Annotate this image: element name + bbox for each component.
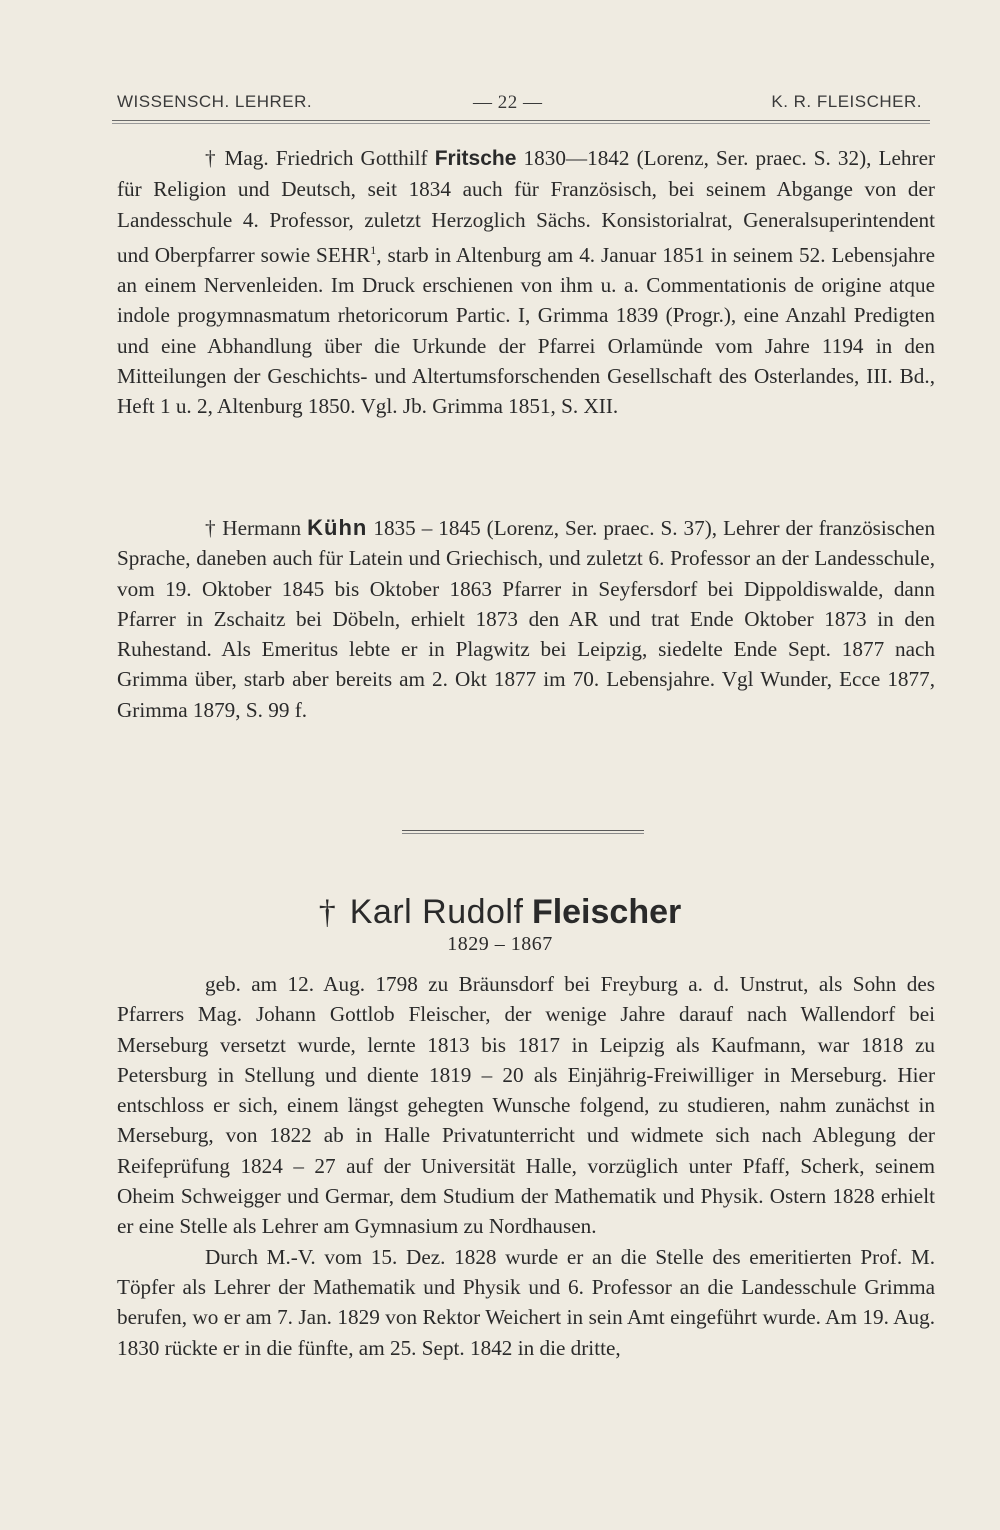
entry-fritsche <box>117 143 935 422</box>
dagger-symbol: † <box>318 894 336 931</box>
entry-fritsche-pre: Mag. Friedrich Gotthilf <box>224 146 428 170</box>
section-separator-rule <box>402 830 644 834</box>
biography-heading <box>0 893 1000 932</box>
entry-kuehn-name: Kühn <box>307 515 368 540</box>
entry-fritsche-text-a: 1830—1842 (Lorenz, Ser. praec. S. 32), Lehrer für Religion und Deutsch, seit 1834 auch für Französisch, bei seinem Abgange von der Landesschule 4. Professor, zuletzt Herzoglich Sächs. Konsistorialrat, Generalsuperintendent und Oberpfarrer sowie SEHR <box>117 146 936 267</box>
footnote-marker: 1 <box>370 242 377 257</box>
biography-years: 1829 – 1867 <box>447 933 553 955</box>
entry-fritsche-name: Fritsche <box>434 147 517 170</box>
entry-kuehn-pre: Hermann <box>222 516 302 540</box>
biography-paragraph-2: Durch M.-V. vom 15. Dez. 1828 wurde er an die Stelle des emeritierten Prof. M. Töpfer als Lehrer der Mathematik und Physik und 6. Professor an die Landesschule Grimma berufen, wo er am 7. Jan. 1829 von Rektor Weichert in sein Amt eingeführt wurde. Am 19. Aug. 1830 rückte er in die fünfte, am 25. Sept. 1842 in die dritte, <box>117 1244 935 1360</box>
biography-paragraph-1: geb. am 12. Aug. 1798 zu Bräunsdorf bei Freyburg a. d. Unstrut, als Sohn des Pfarrers Mag. Johann Gottlob Fleischer, der wenige Jahre darauf nach Wallendorf bei Merseburg versetzt wurde, lernte 1813 bis 1817 in Leipzig als Kaufmann, war 1818 zu Petersburg in Stellung und diente 1819 – 20 als Einjährig-Freiwilliger in Merseburg. Hier entschloss er sich, einem längst gehegten Wunsche folgend, zu studieren, nahm zunächst in Merseburg, von 1822 ab in Halle Privatunterricht und widmete sich nach Ablegung der Reifeprüfung 1824 – 27 auf der Universität Halle, vorzüglich unter Pfaff, Scherk, seinem Oheim Schweigger und Germar, dem Studium der Mathematik und Physik. Ostern 1828 erhielt er eine Stelle als Lehrer am Gymnasium zu Nordhausen. <box>117 972 935 1239</box>
header-section-title: WISSENSCH. LEHRER. <box>117 92 313 111</box>
biography-body <box>117 969 935 1363</box>
header-person-name: K. R. FLEISCHER. <box>771 92 922 111</box>
entry-kuehn <box>117 513 935 725</box>
entry-kuehn-paragraph <box>117 513 935 725</box>
heading-given-names: Karl Rudolf <box>349 893 524 931</box>
dagger-symbol: † <box>205 516 217 540</box>
header-double-rule <box>112 120 930 124</box>
entry-fritsche-paragraph <box>117 143 935 422</box>
heading-surname: Fleischer <box>531 893 682 931</box>
page-number: — 22 — <box>473 92 543 113</box>
entry-fritsche-text-b: , starb in Altenburg am 4. Januar 1851 in seinem 52. Lebensjahre an einem Nervenleiden. Im Druck erschienen von ihm u. a. Commentationis de origine atque indole progymnasmatum rhetoricorum Partic. I, Grimma 1839 (Progr.), eine Anzahl Predigten und eine Abhandlung über die Urkunde der Pfarrei Orlamünde vom Jahre 1194 in den Mitteilungen der Geschichts- und Altertumsforschenden Gesellschaft des Osterlandes, III. Bd., Heft 1 u. 2, Altenburg 1850. Vgl. Jb. Grimma 1851, S. XII. <box>117 242 935 419</box>
dagger-symbol: † <box>205 146 218 170</box>
entry-kuehn-text: 1835 – 1845 (Lorenz, Ser. praec. S. 37), Lehrer der französischen Sprache, daneben auch für Latein und Griechisch, und zuletzt 6. Professor an der Landesschule, vom 19. Oktober 1845 bis Oktober 1863 Pfarrer in Seyfersdorf bei Dippoldiswalde, dann Pfarrer in Zschaitz bei Döbeln, erhielt 1873 den AR und trat Ende Oktober 1873 in den Ruhestand. Als Emeritus lebte er in Plagwitz bei Leipzig, siedelte Ende Sept. 1877 nach Grimma über, starb aber bereits am 2. Okt 1877 im 70. Lebensjahre. Vgl Wunder, Ecce 1877, Grimma 1879, S. 99 f. <box>117 516 936 722</box>
